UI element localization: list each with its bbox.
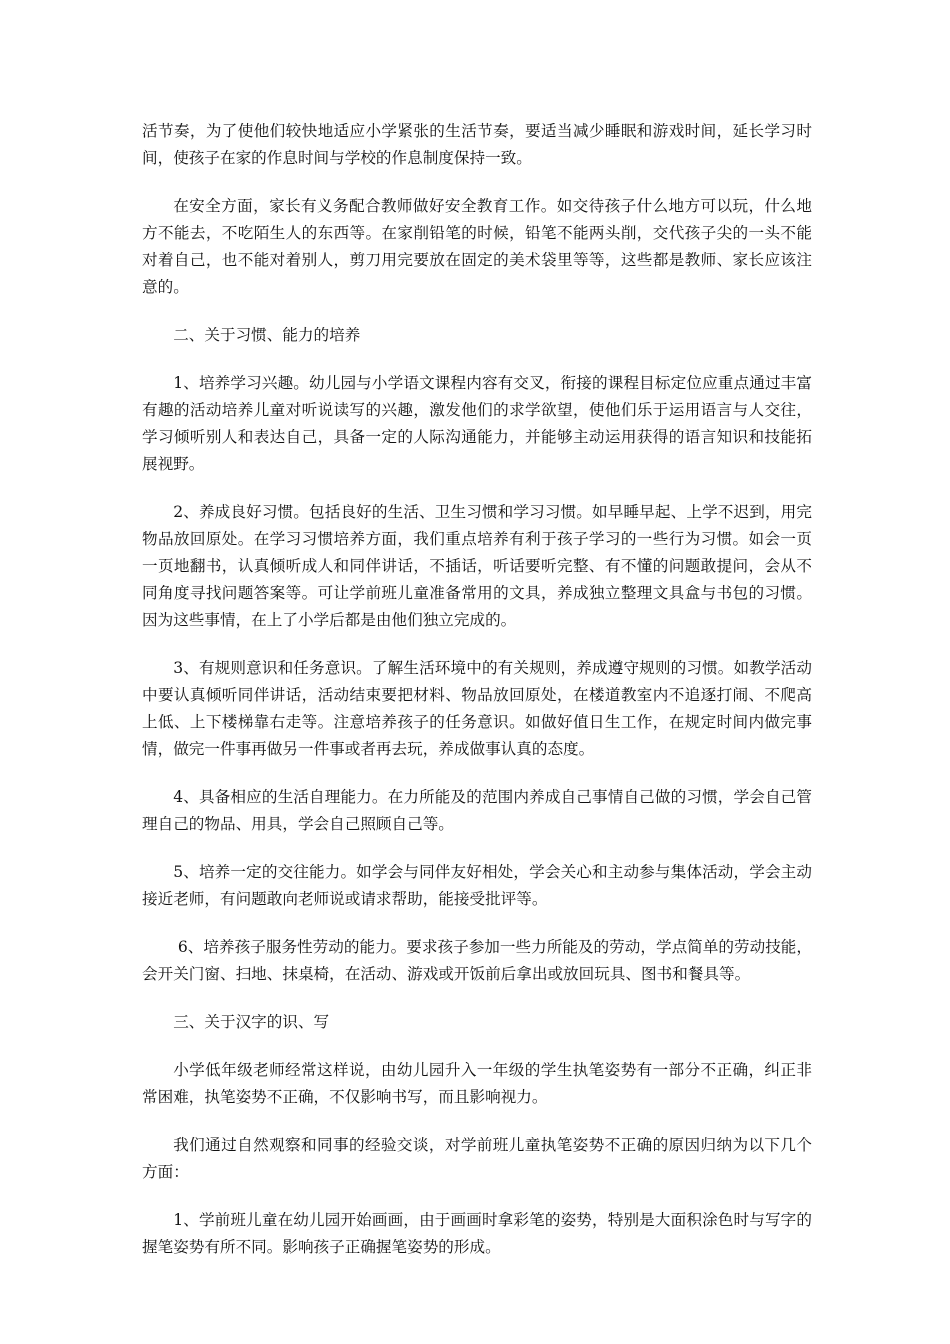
paragraph-item-4-self-care: 4、具备相应的生活自理能力。在力所能及的范围内养成自己事情自己做的习惯，学会自己管理自己的物品、用具，学会自己照顾自己等。 <box>142 788 812 833</box>
paragraph-cause-1: 1、学前班儿童在幼儿园开始画画，由于画画时拿彩笔的姿势，特别是大面积涂色时与写字的握笔姿势有所不同。影响孩子正确握笔姿势的形成。 <box>142 1211 812 1256</box>
paragraph-teacher-observation: 小学低年级老师经常这样说，由幼儿园升入一年级的学生执笔姿势有一部分不正确，纠正非常困难，执笔姿势不正确，不仅影响书写，而且影响视力。 <box>142 1061 812 1106</box>
paragraph-safety: 在安全方面，家长有义务配合教师做好安全教育工作。如交待孩子什么地方可以玩，什么地方不能去，不吃陌生人的东西等。在家削铅笔的时候，铅笔不能两头削，交代孩子尖的一头不能对着自己，也不能对着别人，剪刀用完要放在固定的美术袋里等等，这些都是教师、家长应该注意的。 <box>142 197 812 296</box>
section-heading-habits: 二、关于习惯、能力的培养 <box>173 326 361 344</box>
paragraph-causes-intro: 我们通过自然观察和同事的经验交谈，对学前班儿童执笔姿势不正确的原因归纳为以下几个方面： <box>142 1136 812 1181</box>
paragraph-item-5-social: 5、培养一定的交往能力。如学会与同伴友好相处，学会关心和主动参与集体活动，学会主动接近老师，有问题敢向老师说或请求帮助，能接受批评等。 <box>142 863 812 908</box>
document-page <box>142 118 812 1282</box>
paragraph-item-1-interest: 1、培养学习兴趣。幼儿园与小学语文课程内容有交叉，衔接的课程目标定位应重点通过丰富有趣的活动培养儿童对听说读写的兴趣，激发他们的求学欲望，使他们乐于运用语言与人交往，学习倾听别人和表达自己，具备一定的人际沟通能力，并能够主动运用获得的语言知识和技能拓展视野。 <box>142 374 812 473</box>
paragraph-item-2-habits: 2、养成良好习惯。包括良好的生活、卫生习惯和学习习惯。如早睡早起、上学不迟到，用完物品放回原处。在学习习惯培养方面，我们重点培养有利于孩子学习的一些行为习惯。如会一页一页地翻书，认真倾听成人和同伴讲话，不插话，听话要听完整、有不懂的问题敢提问，会从不同角度寻找问题答案等。可让学前班儿童准备常用的文具，养成独立整理文具盒与书包的习惯。因为这些事情，在上了小学后都是由他们独立完成的。 <box>142 503 812 629</box>
paragraph-continued: 活节奏，为了使他们较快地适应小学紧张的生活节奏，要适当减少睡眠和游戏时间，延长学习时间，使孩子在家的作息时间与学校的作息制度保持一致。 <box>142 122 812 167</box>
section-heading-characters: 三、关于汉字的识、写 <box>173 1013 330 1031</box>
paragraph-item-3-rules: 3、有规则意识和任务意识。了解生活环境中的有关规则，养成遵守规则的习惯。如教学活动中要认真倾听同伴讲话，活动结束要把材料、物品放回原处，在楼道教室内不追逐打闹、不爬高上低、上下楼梯靠右走等。注意培养孩子的任务意识。如做好值日生工作，在规定时间内做完事情，做完一件事再做另一件事或者再去玩，养成做事认真的态度。 <box>142 659 812 758</box>
paragraph-item-6-labor: 6、培养孩子服务性劳动的能力。要求孩子参加一些力所能及的劳动，学点简单的劳动技能，会开关门窗、扫地、抹桌椅，在活动、游戏或开饭前后拿出或放回玩具、图书和餐具等。 <box>142 938 812 983</box>
